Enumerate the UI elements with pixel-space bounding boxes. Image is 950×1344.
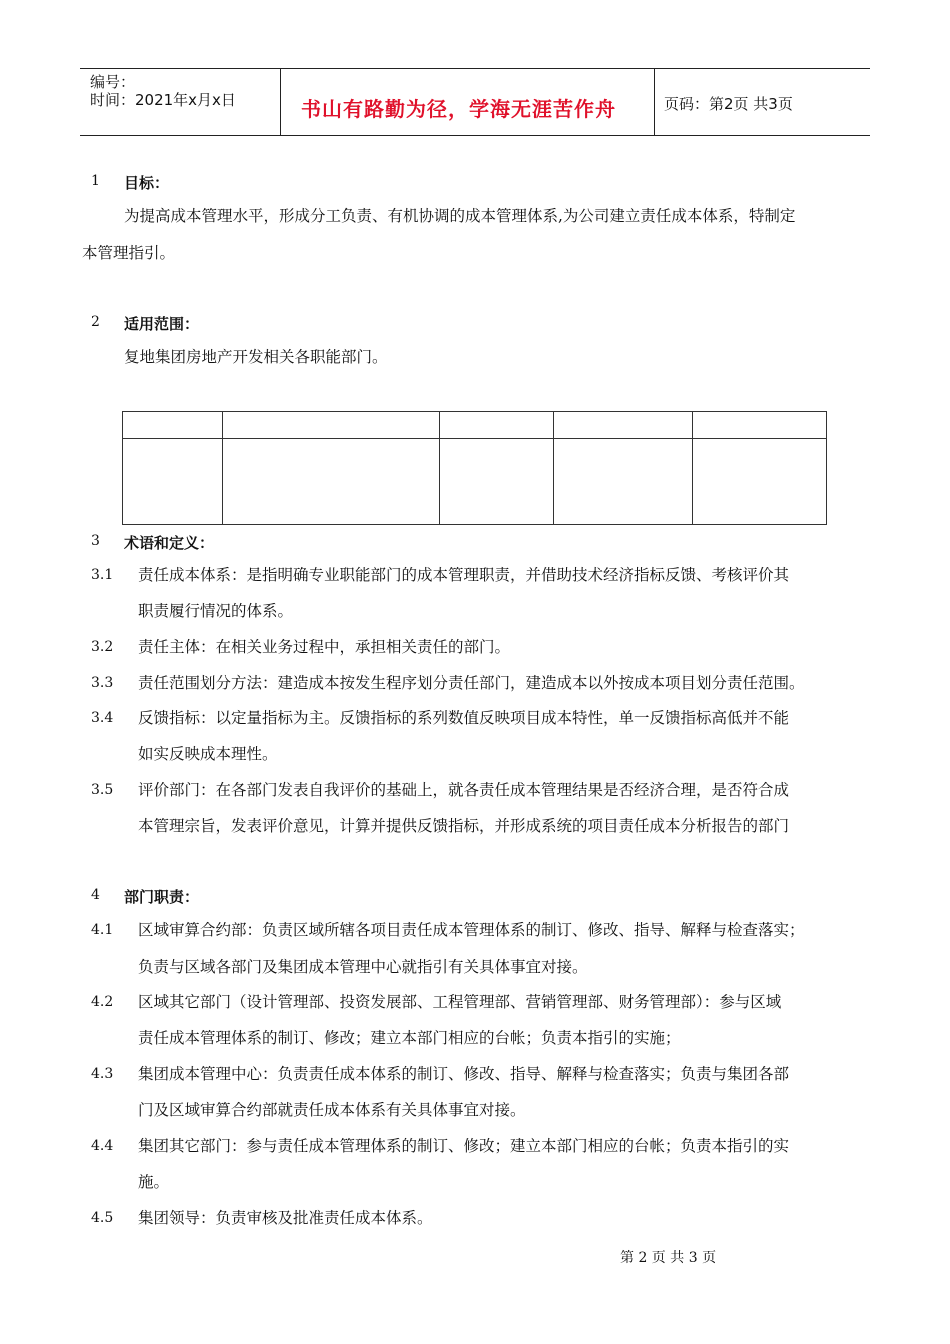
item-4-2-line2: 责任成本管理体系的制订、修改；建立本部门相应的台帐；负责本指引的实施； (138, 1029, 681, 1047)
item-4-1-line2: 负责与区域各部门及集团成本管理中心就指引有关具体事宜对接。 (138, 958, 588, 976)
header-top-rule (80, 68, 870, 69)
motto: 书山有路勤为径，学海无涯苦作舟 (301, 97, 616, 121)
item-4-1-line1: 区域审算合约部：负责区域所辖各项目责任成本管理体系的制订、修改、指导、解释与检查落实； (138, 921, 805, 939)
item-3-3-number: 3.3 (91, 675, 114, 691)
item-4-4-line1: 集团其它部门：参与责任成本管理体系的制订、修改；建立本部门相应的台帐；负责本指引的实 (138, 1137, 790, 1155)
section-4-title: 部门职责： (124, 888, 200, 906)
item-4-2-line1: 区域其它部门（设计管理部、投资发展部、工程管理部、营销管理部、财务管理部）：参与区域 (138, 993, 782, 1011)
table-cell (554, 412, 693, 439)
item-4-2-number: 4.2 (91, 994, 114, 1010)
table-cell (123, 439, 223, 525)
item-4-3-line1: 集团成本管理中心：负责责任成本体系的制订、修改、指导、解释与检查落实；负责与集团各部 (138, 1065, 790, 1083)
item-4-1-number: 4.1 (91, 922, 114, 938)
page-label: 页码：第2页 共3页 (664, 95, 793, 113)
section-2-number: 2 (91, 314, 100, 330)
item-3-4-line2: 如实反映成本理性。 (138, 745, 278, 763)
section-1-title: 目标： (124, 174, 170, 192)
blank-table (122, 411, 827, 525)
section-1-text-line1: 为提高成本管理水平，形成分工负责、有机协调的成本管理体系,为公司建立责任成本体系，特制定 (124, 207, 796, 225)
item-4-4-number: 4.4 (91, 1138, 114, 1154)
date-label: 时间：2021年x月x日 (90, 91, 236, 109)
footer-page-number: 第 2 页 共 3 页 (620, 1250, 717, 1266)
item-4-5-number: 4.5 (91, 1210, 114, 1226)
section-1-number: 1 (91, 173, 100, 189)
item-3-5-line2: 本管理宗旨，发表评价意见，计算并提供反馈指标，并形成系统的项目责任成本分析报告的部门 (138, 817, 790, 835)
item-3-1-line1: 责任成本体系：是指明确专业职能部门的成本管理职责，并借助技术经济指标反馈、考核评价其 (138, 566, 790, 584)
item-4-3-line2: 门及区域审算合约部就责任成本体系有关具体事宜对接。 (138, 1101, 526, 1119)
table-row (123, 412, 827, 439)
header-divider-right (654, 69, 655, 135)
serial-label: 编号： (90, 73, 136, 91)
item-3-4-number: 3.4 (91, 710, 114, 726)
table-cell (223, 412, 440, 439)
item-3-5-line1: 评价部门：在各部门发表自我评价的基础上，就各责任成本管理结果是否经济合理，是否符合成 (138, 781, 790, 799)
header-divider-left (280, 69, 281, 135)
item-3-3-line1: 责任范围划分方法：建造成本按发生程序划分责任部门，建造成本以外按成本项目划分责任范围。 (138, 674, 805, 692)
table-cell (693, 439, 827, 525)
header-bottom-rule (80, 135, 870, 136)
section-2-text: 复地集团房地产开发相关各职能部门。 (124, 348, 388, 366)
item-3-2-number: 3.2 (91, 639, 114, 655)
section-4-number: 4 (91, 887, 100, 903)
table-cell (440, 439, 554, 525)
item-3-5-number: 3.5 (91, 782, 114, 798)
section-1-text-line2: 本管理指引。 (82, 244, 176, 262)
table-cell (693, 412, 827, 439)
table-cell (440, 412, 554, 439)
item-4-5-line1: 集团领导：负责审核及批准责任成本体系。 (138, 1209, 433, 1227)
table-cell (554, 439, 693, 525)
section-2-title: 适用范围： (124, 315, 200, 333)
section-3-number: 3 (91, 533, 100, 549)
item-3-2-line1: 责任主体：在相关业务过程中，承担相关责任的部门。 (138, 638, 511, 656)
table-cell (223, 439, 440, 525)
table-cell (123, 412, 223, 439)
item-4-4-line2: 施。 (138, 1173, 170, 1191)
item-4-3-number: 4.3 (91, 1066, 114, 1082)
item-3-4-line1: 反馈指标：以定量指标为主。反馈指标的系列数值反映项目成本特性，单一反馈指标高低并不能 (138, 709, 790, 727)
item-3-1-number: 3.1 (91, 567, 114, 583)
item-3-1-line2: 职责履行情况的体系。 (138, 602, 294, 620)
section-3-title: 术语和定义： (124, 534, 215, 552)
table-row (123, 439, 827, 525)
